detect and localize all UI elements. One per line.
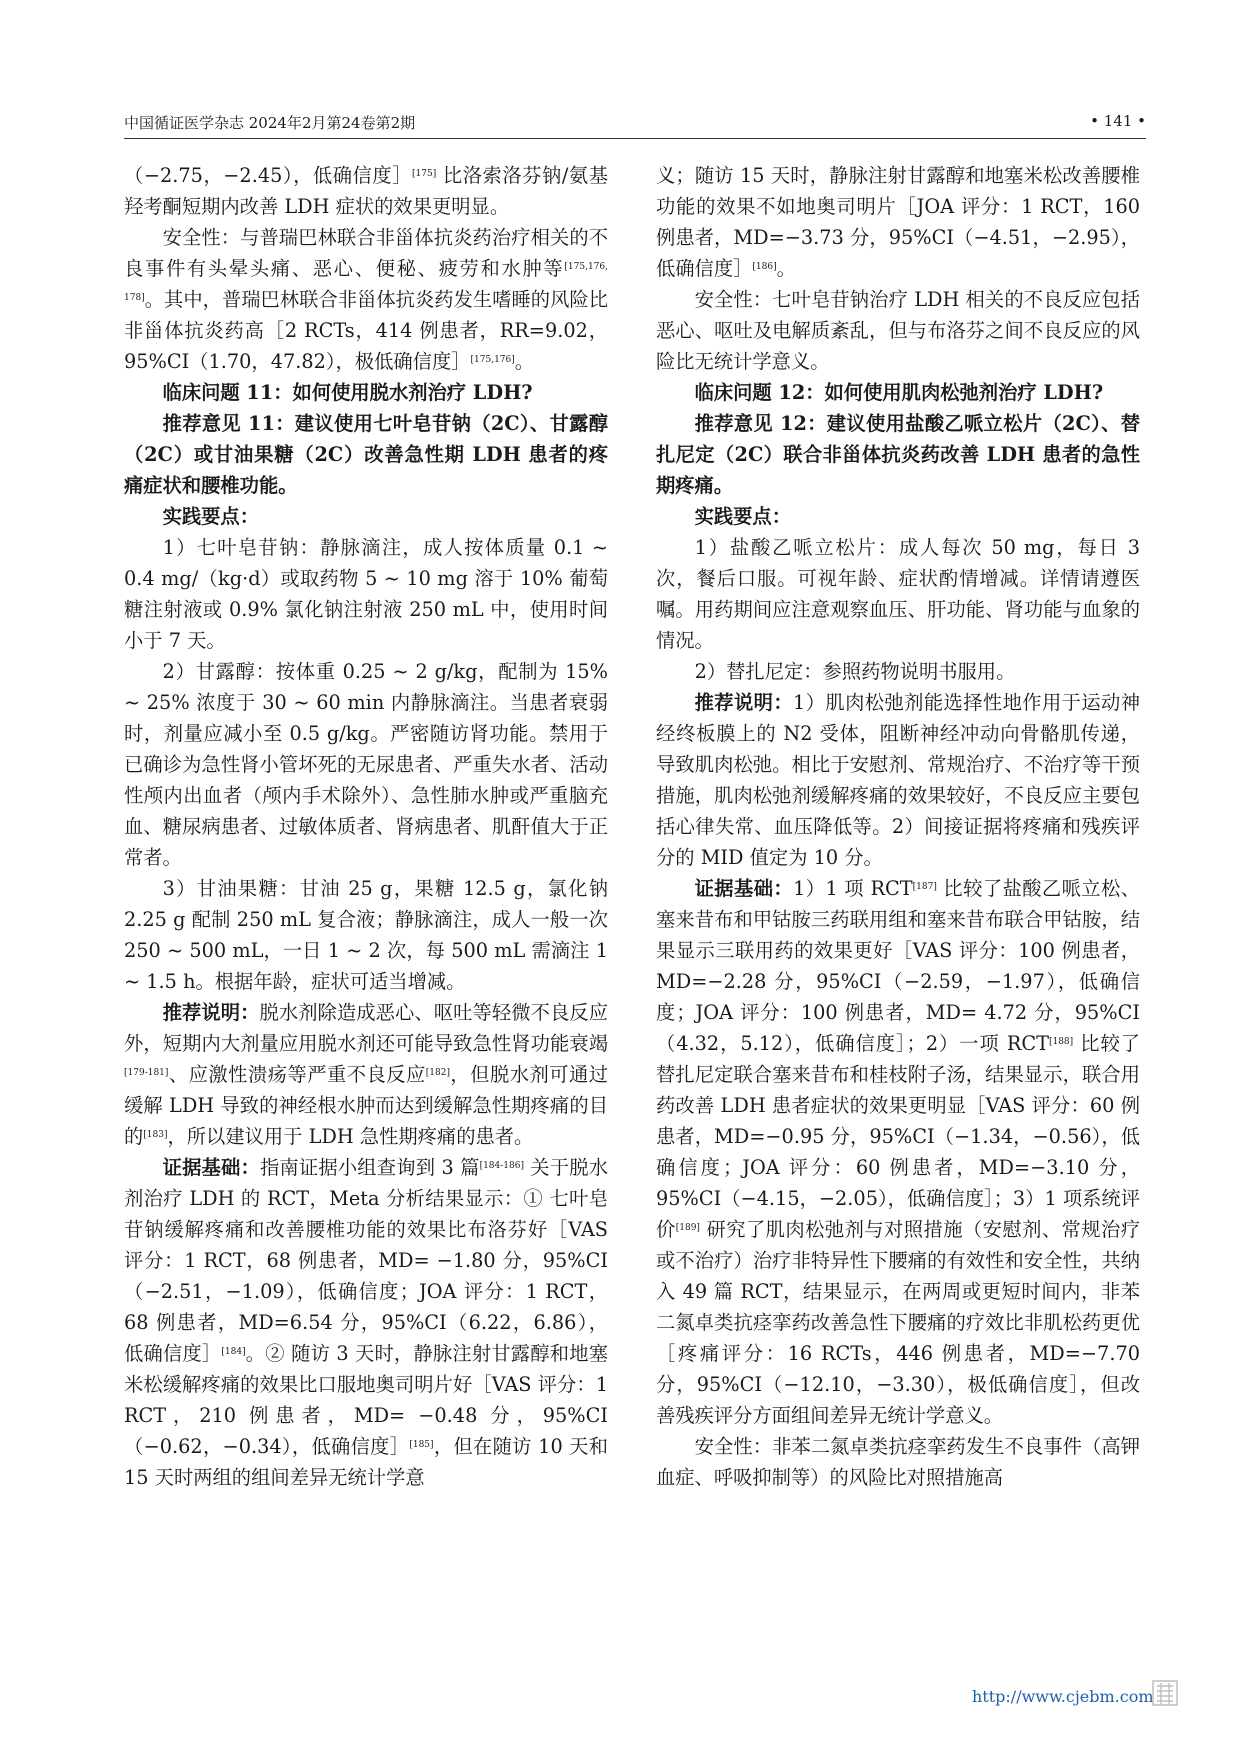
citation-ref[interactable]: [175,176, 178] [124, 262, 608, 303]
text-run: 脱水剂除造成恶心、呕吐等轻微不良反应外，短期内大剂量应用脱水剂还可能导致急性肾功能衰竭 [124, 1001, 609, 1055]
paragraph-r4 [656, 408, 1140, 501]
bold-lead: 证据基础： [162, 1156, 260, 1179]
paragraph-l6 [124, 532, 608, 656]
text-run: 比洛索洛芬钠/氨基羟考酮短期内改善 LDH 症状的效果更明显。 [124, 164, 608, 218]
text-run: 安全性：与普瑞巴林联合非甾体抗炎药治疗相关的不良事件有头晕头痛、恶心、便秘、疲劳和水肿等 [124, 226, 608, 280]
paragraph-l2 [124, 222, 608, 377]
journal-url[interactable]: http://www.cjebm.com [972, 1687, 1154, 1706]
text-run: 比较了替扎尼定联合塞来昔布和桂枝附子汤，结果显示，联合用药改善 LDH 患者症状的效果更明显［VAS 评分：60 例患者，MD=−0.95 分，95%CI（−1.34，−0.56），低确信度；JOA 评分：60 例患者，MD=−3.10 分，95%CI（−4.15，−2.05），低确信度］；3）1 项系统评价 [656, 1032, 1140, 1241]
paragraph-l5 [124, 501, 608, 532]
paragraph-l3 [124, 377, 608, 408]
text-run: 1）肌肉松弛剂能选择性地作用于运动神经终板膜上的 N2 受体，阻断神经冲动向骨骼肌传递，导致肌肉松弛。相比于安慰剂、常规治疗、不治疗等干预措施，肌肉松弛剂缓解疼痛的效果较好，不良反应主要包括心律失常、血压降低等。2）间接证据将疼痛和残疾评分的 MID 值定为 10 分。 [656, 691, 1141, 869]
text-run: 。 [514, 350, 535, 373]
paragraph-l9 [124, 997, 608, 1152]
text-run: 安全性：非苯二氮卓类抗痉挛药发生不良事件（高钾血症、呼吸抑制等）的风险比对照措施高 [656, 1435, 1140, 1489]
text-run: 。 [776, 257, 796, 280]
text-run: ，但脱水剂可通过缓解 LDH 导致的神经根水肿而达到缓解急性期疼痛的目的 [124, 1063, 609, 1148]
paragraph-r8 [656, 687, 1140, 873]
text-run: 指南证据小组查询到 3 篇 [259, 1156, 480, 1179]
journal-info: 中国循证医学杂志 2024年2月第24卷第2期 [124, 114, 416, 132]
paragraph-l10 [124, 1152, 608, 1493]
citation-ref[interactable]: [186] [752, 262, 777, 272]
citation-ref[interactable]: [175] [412, 169, 437, 179]
paragraph-l4 [124, 408, 608, 501]
text-run: 1）1 项 RCT [793, 877, 913, 900]
right-column [656, 160, 1140, 1493]
running-header [124, 112, 1146, 139]
paragraph-r2 [656, 284, 1140, 377]
citation-ref[interactable]: [184] [221, 1347, 246, 1357]
page-number: • 141 • [1090, 112, 1146, 130]
citation-ref[interactable]: [185] [409, 1440, 434, 1450]
paragraph-r10 [656, 1431, 1140, 1493]
text-run: 义；随访 15 天时，静脉注射甘露醇和地塞米松改善腰椎功能的效果不如地奥司明片［JOA 评分：1 RCT，160 例患者，MD=−3.73 分，95%CI（−4.51，−2.95），低确信度］ [656, 164, 1140, 280]
citation-ref[interactable]: [175,176] [470, 355, 515, 365]
text-run: 2）甘露醇：按体重 0.25 ~ 2 g/kg，配制为 15% ~ 25% 浓度于 30 ~ 60 min 内静脉滴注。当患者衰弱时，剂量应减小至 0.5 g/kg。严密随访肾功能。禁用于已确诊为急性肾小管坏死的无尿患者、严重失水者、活动性颅内出血者（颅内手术除外）、急性肺水肿或严重脑充血、糖尿病患者、过敏体质者、肾病患者、肌酐值大于正常者。 [124, 660, 608, 869]
paragraph-r1 [656, 160, 1140, 284]
text-run: 临床问题 12：如何使用肌肉松弛剂治疗 LDH? [694, 381, 1104, 404]
journal-logo-icon [1152, 1680, 1178, 1706]
paragraph-l7 [124, 656, 608, 873]
text-run: 1）盐酸乙哌立松片：成人每次 50 mg，每日 3 次，餐后口服。可视年龄、症状酌情增减。详情请遵医嘱。用药期间应注意观察血压、肝功能、肾功能与血象的情况。 [656, 536, 1140, 652]
citation-ref[interactable]: [179-181] [124, 1068, 169, 1078]
text-run: 。其中，普瑞巴林联合非甾体抗炎药发生嗜睡的风险比非甾体抗炎药高［2 RCTs，414 例患者，RR=9.02，95%CI（1.70，47.82），极低确信度］ [124, 288, 608, 373]
text-run: 推荐意见 11：建议使用七叶皂苷钠（2C）、甘露醇（2C）或甘油果糖（2C）改善急性期 LDH 患者的疼痛症状和腰椎功能。 [124, 412, 608, 497]
text-run: 实践要点： [162, 505, 259, 528]
text-run: 关于脱水剂治疗 LDH 的 RCT，Meta 分析结果显示：① 七叶皂苷钠缓解疼痛和改善腰椎功能的效果比布洛芬好［VAS 评分：1 RCT，68 例患者，MD= −1.80 分，95%CI（−2.51，−1.09），低确信度；JOA 评分：1 RCT，68 例患者，MD=6.54 分，95%CI（6.22，6.86），低确信度］ [124, 1156, 608, 1365]
bold-lead: 推荐说明： [694, 691, 794, 714]
text-run: ，所以建议用于 LDH 急性期疼痛的患者。 [167, 1125, 534, 1148]
citation-ref[interactable]: [183] [143, 1130, 168, 1140]
bold-lead: 推荐说明： [162, 1001, 260, 1024]
text-run: 实践要点： [694, 505, 791, 528]
text-run: 比较了盐酸乙哌立松、塞来昔布和甲钴胺三药联用组和塞来昔布联合甲钴胺，结果显示三联用药的效果更好［VAS 评分：100 例患者，MD=−2.28 分，95%CI（−2.59，−1.97），低确信度；JOA 评分：100 例患者，MD= 4.72 分，95%CI（4.32，5.12），低确信度］；2）一项 RCT [656, 877, 1140, 1055]
bold-lead: 证据基础： [694, 877, 794, 900]
text-run: 研究了肌肉松弛剂与对照措施（安慰剂、常规治疗或不治疗）治疗非特异性下腰痛的有效性和安全性，共纳入 49 篇 RCT，结果显示，在两周或更短时间内，非苯二氮卓类抗痉挛药改善急性下腰痛的疗效比非肌松药更优［疼痛评分：16 RCTs，446 例患者，MD=−7.70 分，95%CI（−12.10，−3.30），极低确信度］，但改善残疾评分方面组间差异无统计学意义。 [656, 1218, 1140, 1427]
paragraph-l1 [124, 160, 608, 222]
text-run: 1）七叶皂苷钠：静脉滴注，成人按体质量 0.1 ~ 0.4 mg/（kg·d）或取药物 5 ~ 10 mg 溶于 10% 葡萄糖注射液或 0.9% 氯化钠注射液 250 mL 中，使用时间小于 7 天。 [124, 536, 608, 652]
paragraph-r9 [656, 873, 1140, 1431]
text-run: ，但在随访 10 天和 15 天时两组的组间差异无统计学意 [124, 1435, 608, 1489]
text-run: 2）替扎尼定：参照药物说明书服用。 [694, 660, 1016, 683]
paragraph-l8 [124, 873, 608, 997]
paragraph-r3 [656, 377, 1140, 408]
citation-ref[interactable]: [189] [675, 1223, 700, 1233]
text-run: 临床问题 11：如何使用脱水剂治疗 LDH? [162, 381, 533, 404]
text-run: 。② 随访 3 天时，静脉注射甘露醇和地塞米松缓解疼痛的效果比口服地奥司明片好［VAS 评分：1 RCT，210 例患者，MD= −0.48 分，95%CI（−0.62，−0.34），低确信度］ [124, 1342, 609, 1458]
citation-ref[interactable]: [184-186] [479, 1161, 524, 1171]
citation-ref[interactable]: [187] [912, 882, 937, 892]
citation-ref[interactable]: [182] [425, 1068, 450, 1078]
text-run: 3）甘油果糖：甘油 25 g，果糖 12.5 g，氯化钠 2.25 g 配制 250 mL 复合液；静脉滴注，成人一般一次 250 ~ 500 mL，一日 1 ~ 2 次，每 500 mL 需滴注 1 ~ 1.5 h。根据年龄，症状可适当增减。 [124, 877, 608, 993]
text-run: 安全性：七叶皂苷钠治疗 LDH 相关的不良反应包括恶心、呕吐及电解质紊乱，但与布洛芬之间不良反应的风险比无统计学意义。 [656, 288, 1140, 373]
citation-ref[interactable]: [188] [1048, 1037, 1074, 1047]
text-run: 、应激性溃疡等严重不良反应 [168, 1063, 426, 1086]
left-column [124, 160, 608, 1493]
text-run: 推荐意见 12：建议使用盐酸乙哌立松片（2C）、替扎尼定（2C）联合非甾体抗炎药改善 LDH 患者的急性期疼痛。 [656, 412, 1140, 497]
text-run: （−2.75，−2.45），低确信度］ [124, 164, 413, 187]
paragraph-r6 [656, 532, 1140, 656]
paragraph-r5 [656, 501, 1140, 532]
paragraph-r7 [656, 656, 1140, 687]
